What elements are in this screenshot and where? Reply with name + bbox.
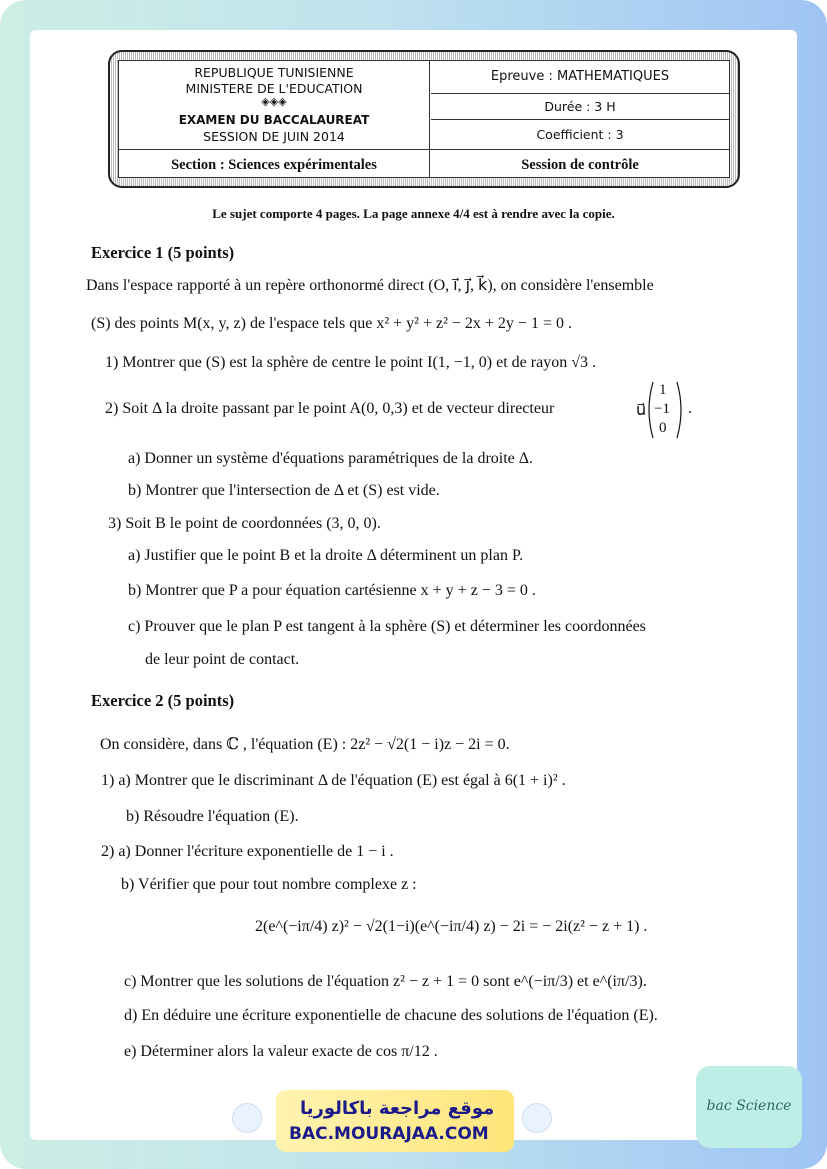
ex2-q2c: c) Montrer que les solutions de l'équation z² − z + 1 = 0 sont e^(−iπ/3) et e^(iπ/3).: [124, 973, 647, 990]
ex1-q3c-line1: c) Prouver que le plan P est tangent à la sphère (S) et déterminer les coordonnées: [128, 618, 646, 635]
header-epreuve: Epreuve : MATHEMATIQUES: [490, 69, 670, 84]
ex2-q2e: e) Déterminer alors la valeur exacte de cos π/12 .: [124, 1043, 438, 1060]
ex1-q1: 1) Montrer que (S) est la sphère de centre le point I(1, −1, 0) et de rayon √3 .: [105, 354, 596, 371]
ex1-q2: 2) Soit Δ la droite passant par le point A(0, 0,3) et de vecteur directeur: [105, 400, 555, 417]
header-examen: EXAMEN DU BACCALAUREAT: [178, 113, 370, 127]
header-coefficient: Coefficient : 3: [536, 127, 624, 142]
ex1-q2-vector: u⃗: [636, 402, 647, 419]
footer-arabic-title: موقع مراجعة باكالوريا: [300, 1098, 495, 1119]
ex2-q2d: d) En déduire une écriture exponentielle de chacune des solutions de l'équation (E).: [124, 1007, 658, 1024]
exam-header: [108, 50, 740, 188]
ex1-q2-matrix: [645, 380, 685, 440]
footer-url-link[interactable]: BAC.MOURAJAA.COM: [289, 1124, 489, 1144]
header-ornament: ◈◈◈: [261, 95, 287, 108]
header-section: Section : Sciences expérimentales: [171, 157, 377, 173]
header-duree: Durée : 3 H: [544, 99, 616, 114]
ex2-q2b: b) Vérifier que pour tout nombre complexe z :: [121, 876, 417, 893]
site-logo-right-icon: [522, 1103, 552, 1133]
ex1-title: Exercice 1 (5 points): [91, 243, 235, 262]
exam-note: Le sujet comporte 4 pages. La page annexe 4/4 est à rendre avec la copie.: [212, 206, 615, 221]
header-republique: REPUBLIQUE TUNISIENNE: [194, 65, 354, 80]
ex1-q3: 3) Soit B le point de coordonnées (3, 0, 0).: [108, 515, 381, 532]
ex1-q2b: b) Montrer que l'intersection de Δ et (S) est vide.: [128, 482, 440, 499]
header-session-juin: SESSION DE JUIN 2014: [203, 129, 345, 144]
ex2-q2a: 2) a) Donner l'écriture exponentielle de 1 − i .: [101, 843, 394, 860]
ex1-q3c-line2: de leur point de contact.: [145, 651, 300, 668]
ex2-q1b: b) Résoudre l'équation (E).: [126, 808, 299, 825]
site-logo-left-icon: [232, 1103, 262, 1133]
header-ministere: MINISTERE DE L'EDUCATION: [185, 81, 363, 96]
matrix-entry-3: 0: [659, 420, 667, 436]
ex2-title: Exercice 2 (5 points): [91, 691, 235, 710]
ex1-q3b: b) Montrer que P a pour équation cartésienne x + y + z − 3 = 0 .: [128, 582, 536, 599]
ex2-line1: On considère, dans ℂ , l'équation (E) : 2z² − √2(1 − i)z − 2i = 0.: [100, 736, 510, 753]
ex1-q3a: a) Justifier que le point B et la droite Δ déterminent un plan P.: [128, 547, 524, 564]
ex2-q2b-equation: 2(e^(−iπ/4) z)² − √2(1−i)(e^(−iπ/4) z) − 2i = − 2i(z² − z + 1) .: [255, 918, 648, 935]
header-session-controle: Session de contrôle: [521, 157, 639, 173]
ex1-line1: Dans l'espace rapporté à un repère orthonormé direct (O, i⃗, j⃗, k⃗), on considère l'ensemble: [86, 277, 654, 294]
ex1-q2-period: .: [688, 400, 692, 417]
bac-science-logo-text: bac Science: [706, 1098, 792, 1114]
ex2-q1a: 1) a) Montrer que le discriminant Δ de l'équation (E) est égal à 6(1 + i)² .: [101, 772, 566, 789]
ex1-line2: (S) des points M(x, y, z) de l'espace tels que x² + y² + z² − 2x + 2y − 1 = 0 .: [91, 315, 572, 332]
matrix-entry-2: −1: [654, 401, 670, 417]
matrix-entry-1: 1: [659, 382, 667, 398]
ex1-q2a: a) Donner un système d'équations paramétriques de la droite Δ.: [128, 450, 534, 467]
